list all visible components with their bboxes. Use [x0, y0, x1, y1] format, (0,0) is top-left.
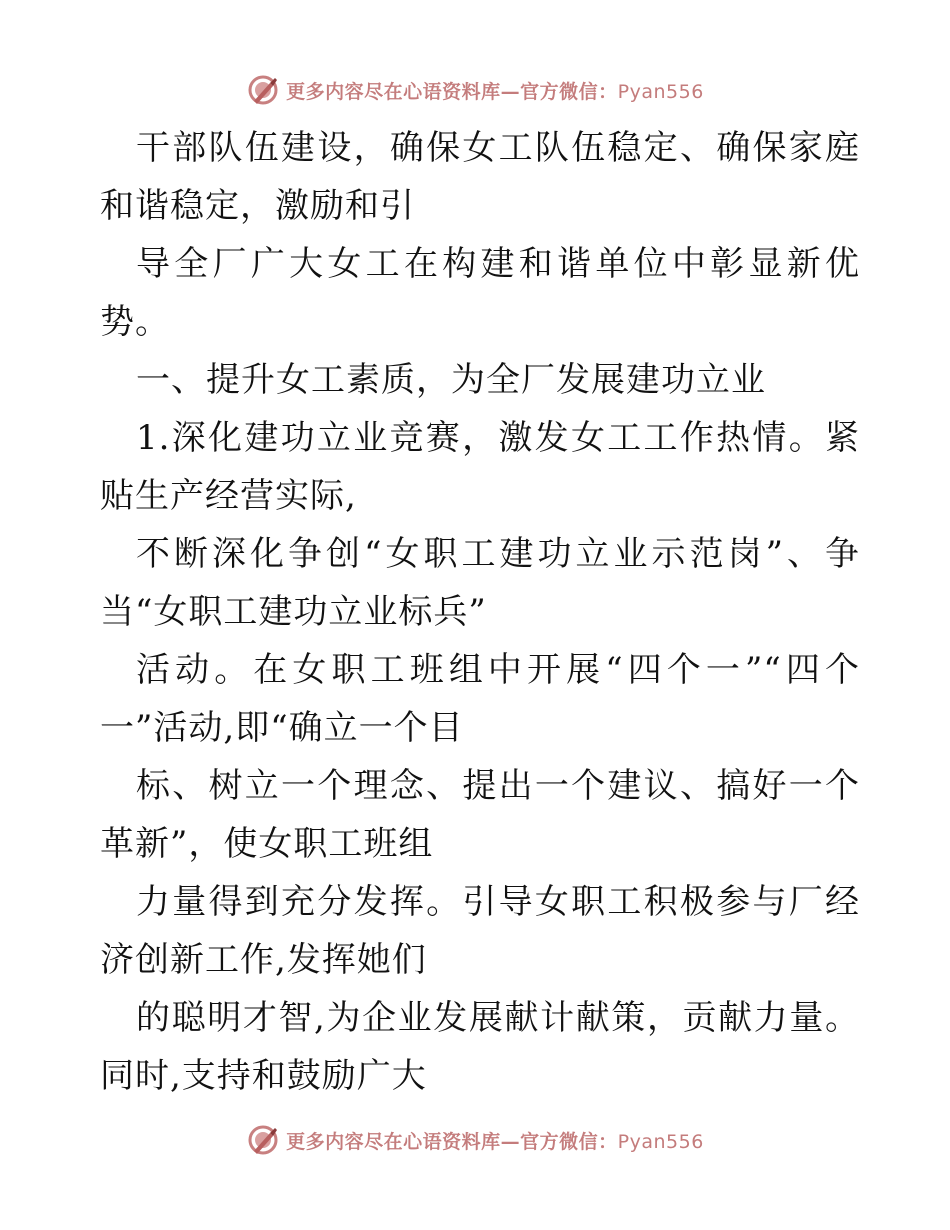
watermark-text: 更多内容尽在心语资料库—官方微信：Pyan556	[286, 1130, 704, 1153]
paragraph: 标、树立一个理念、提出一个建议、搞好一个革新”，使女职工班组	[100, 766, 860, 864]
paragraph: 活动。在女职工班组中开展“四个一”“四个一”活动,即“确立一个目	[100, 650, 860, 748]
section-heading: 一、提升女工素质，为全厂发展建功立业	[136, 360, 766, 400]
paragraph: 导全厂广大女工在构建和谐单位中彰显新优势。	[100, 244, 860, 342]
watermark-text: 更多内容尽在心语资料库—官方微信：Pyan556	[286, 80, 704, 103]
header-watermark	[0, 70, 950, 110]
paragraph: 力量得到充分发挥。引导女职工积极参与厂经济创新工作,发挥她们	[100, 882, 860, 980]
paragraph: 不断深化争创“女职工建功立业示范岗”、争当“女职工建功立业标兵”	[100, 534, 860, 632]
paragraph: 的聪明才智,为企业发展献计献策，贡献力量。同时,支持和鼓励广大	[100, 998, 860, 1096]
pen-logo-icon	[246, 73, 280, 107]
paragraph: 1.深化建功立业竞赛，激发女工工作热情。紧贴生产经营实际,	[100, 418, 860, 516]
document-body	[100, 119, 860, 1105]
paragraph: 干部队伍建设，确保女工队伍稳定、确保家庭和谐稳定，激励和引	[100, 128, 860, 226]
footer-watermark	[0, 1120, 950, 1160]
pen-logo-icon	[246, 1123, 280, 1157]
